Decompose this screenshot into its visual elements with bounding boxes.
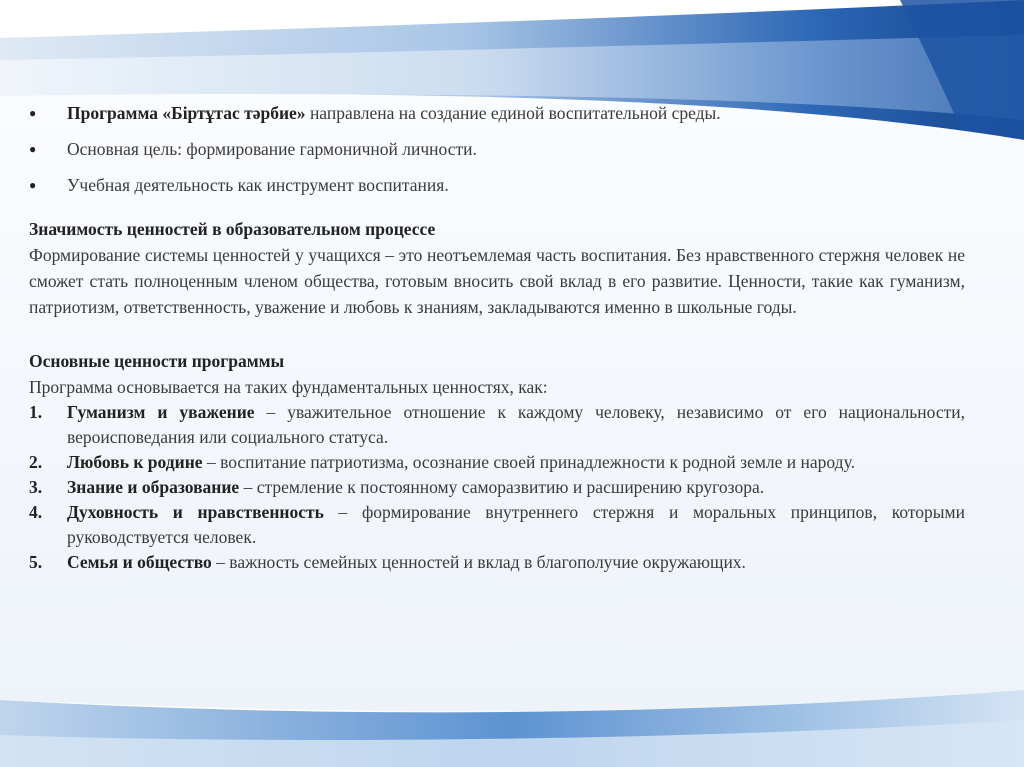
item-title: Духовность и нравственность bbox=[67, 502, 324, 522]
bullet-text: Основная цель: формирование гармоничной личности. bbox=[67, 139, 477, 159]
bullet-dot-icon: ● bbox=[29, 178, 37, 192]
item-text: – уважительное отношение к каждому человеку, независимо от его национальности, вероисповедания или социального статуса. bbox=[67, 402, 965, 447]
item-title: Знание и образование bbox=[67, 477, 240, 497]
bullet-dot-icon: ● bbox=[29, 106, 37, 120]
bullet-dot-icon: ● bbox=[29, 142, 37, 156]
list-item bbox=[29, 500, 965, 550]
item-text: – воспитание патриотизма, осознание своей принадлежности к родной земле и народу. bbox=[202, 452, 855, 472]
item-number: 1. bbox=[29, 402, 43, 422]
section-title: Значимость ценностей в образовательном процессе bbox=[29, 219, 436, 239]
item-number: 3. bbox=[29, 477, 43, 497]
core-values-section bbox=[29, 348, 965, 575]
item-title: Семья и общество bbox=[67, 552, 212, 572]
item-title: Гуманизм и уважение bbox=[67, 402, 255, 422]
bullet-item bbox=[29, 100, 965, 126]
item-number: 4. bbox=[29, 502, 43, 522]
bullet-text: направлена на создание единой воспитательной среды. bbox=[305, 103, 721, 123]
bullet-bold-text: Программа «Біртұтас тәрбие» bbox=[67, 103, 306, 123]
list-item bbox=[29, 400, 965, 450]
item-title: Любовь к родине bbox=[67, 452, 203, 472]
list-item bbox=[29, 475, 965, 500]
list-item bbox=[29, 450, 965, 475]
bullet-text: Учебная деятельность как инструмент воспитания. bbox=[67, 175, 449, 195]
section-body: Формирование системы ценностей у учащихся – это неотъемлемая часть воспитания. Без нравственного стержня человек не сможет стать полноценным членом общества, готовым вносить свой вклад в его развитие. Ценности, такие как гуманизм, патриотизм, ответственность, уважение и любовь к знаниям, закладываются именно в школьные годы. bbox=[29, 245, 965, 317]
bullet-list bbox=[29, 100, 965, 198]
bullet-item bbox=[29, 172, 965, 198]
values-list bbox=[29, 400, 965, 575]
item-text: – важность семейных ценностей и вклад в благополучие окружающих. bbox=[211, 552, 746, 572]
item-text: – стремление к постоянному саморазвитию и расширению кругозора. bbox=[239, 477, 765, 497]
slide-content bbox=[29, 100, 965, 575]
item-number: 2. bbox=[29, 452, 43, 472]
section-intro: Программа основывается на таких фундаментальных ценностях, как: bbox=[29, 377, 548, 397]
bullet-item bbox=[29, 136, 965, 162]
list-item bbox=[29, 550, 965, 575]
item-number: 5. bbox=[29, 552, 43, 572]
item-text: – формирование внутреннего стержня и моральных принципов, которыми руководствуется человек. bbox=[67, 502, 965, 547]
values-significance-section bbox=[29, 216, 965, 320]
section-title: Основные ценности программы bbox=[29, 351, 285, 371]
